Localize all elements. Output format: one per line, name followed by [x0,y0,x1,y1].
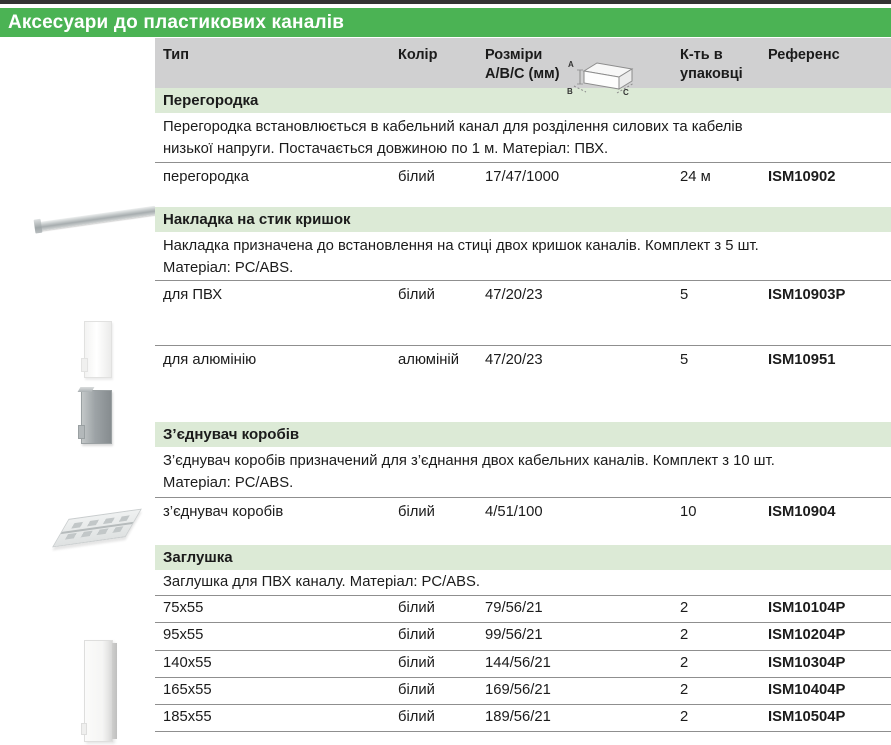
dims-header-line1: Розміри [485,47,543,63]
cell-type: для ПВХ [163,287,223,303]
qty-header-line1: К-ть в [680,47,723,63]
cell-reference: ISM10504P [768,709,846,725]
cell-dimensions: 17/47/1000 [485,169,560,185]
cell-reference: ISM10951 [768,352,836,368]
section-title: Перегородка [163,92,259,109]
trunking-connector-product-image [52,509,142,548]
section-description-connector: З’єднувач коробів призначений для з’єднання двох кабельних каналів. Комплект з 10 шт. Матеріал: PC/ABS. [163,453,775,491]
cell-reference: ISM10904 [768,504,836,520]
page-title-bar [0,8,891,37]
cell-color: білий [398,627,435,643]
column-header-color: Колір [398,47,438,63]
cell-dimensions: 99/56/21 [485,627,543,643]
cell-color: білий [398,169,435,185]
column-header-dimensions [485,38,680,96]
cell-color: білий [398,600,435,616]
cell-dimensions: 144/56/21 [485,655,551,671]
cell-reference: ISM10304P [768,655,846,671]
catalog-table [155,38,891,732]
section-title: Накладка на стик кришок [163,211,351,228]
section-description-end-cap: Заглушка для ПВХ каналу. Матеріал: PC/ABS. [163,574,480,590]
cell-reference: ISM10204P [768,627,846,643]
cell-quantity: 5 [680,352,689,368]
cell-quantity: 2 [680,600,689,616]
cell-quantity: 2 [680,682,689,698]
end-cap-product-image [84,640,113,742]
page-title: Аксесуари до пластикових каналів [8,11,345,33]
diagram-label-c: C [622,88,629,96]
table-row [155,677,891,704]
cell-color: білий [398,709,435,725]
cell-reference: ISM10404P [768,682,846,698]
section-title: Заглушка [163,549,233,566]
cell-type: з’єднувач коробів [163,504,284,520]
dimensions-box-diagram-icon [564,50,642,96]
cell-quantity: 10 [680,504,697,520]
cell-type: 140x55 [163,655,212,671]
diagram-label-a: A [567,60,574,69]
table-row [155,345,891,422]
table-row [155,280,891,345]
cell-quantity: 5 [680,287,689,303]
cell-color: алюміній [398,352,459,368]
cell-quantity: 24 м [680,169,711,185]
table-row [155,650,891,677]
partition-product-image [36,206,156,232]
dims-header-line2: A/B/C (мм) [485,66,560,82]
page-top-rule [0,0,891,4]
section-description-cover-joint: Накладка призначена до встановлення на стиці двох кришок каналів. Комплект з 5 шт. Матеріал: PC/ABS. [163,238,759,276]
column-header-type: Тип [163,47,189,63]
cell-type: для алюмінію [163,352,257,368]
cell-color: білий [398,287,435,303]
section-title: З’єднувач коробів [163,426,300,443]
cell-dimensions: 189/56/21 [485,709,551,725]
cell-type: 185x55 [163,709,212,725]
cell-reference: ISM10902 [768,169,836,185]
cell-color: білий [398,682,435,698]
table-header-row [155,38,891,96]
table-row [155,595,891,622]
cell-dimensions: 47/20/23 [485,352,543,368]
cell-type: 75x55 [163,600,204,616]
cover-joint-aluminium-product-image [81,390,112,444]
cell-dimensions: 79/56/21 [485,600,543,616]
table-row [155,622,891,650]
section-header-end-cap [155,545,891,570]
cell-color: білий [398,504,435,520]
cell-type: 165x55 [163,682,212,698]
column-header-quantity [680,38,768,96]
cell-reference: ISM10104P [768,600,846,616]
diagram-label-b: B [566,87,573,96]
cell-dimensions: 47/20/23 [485,287,543,303]
qty-header-line2: упаковці [680,66,743,82]
cell-type: 95x55 [163,627,204,643]
cover-joint-pvc-product-image [84,321,112,378]
cell-dimensions: 169/56/21 [485,682,551,698]
cell-quantity: 2 [680,709,689,725]
cell-type: перегородка [163,169,249,185]
column-header-reference: Референс [768,47,840,63]
table-row [155,497,891,545]
cell-dimensions: 4/51/100 [485,504,543,520]
section-header-cover-joint [155,207,891,232]
section-header-connector [155,422,891,447]
table-row [155,162,891,207]
section-description-partition: Перегородка встановлюється в кабельний канал для розділення силових та кабелів низької напруги. Постачається довжиною по 1 м. Матеріал: ПВХ. [163,119,743,157]
cell-reference: ISM10903P [768,287,846,303]
cell-quantity: 2 [680,627,689,643]
cell-quantity: 2 [680,655,689,671]
product-images-column [0,38,155,745]
cell-color: білий [398,655,435,671]
table-row [155,704,891,732]
